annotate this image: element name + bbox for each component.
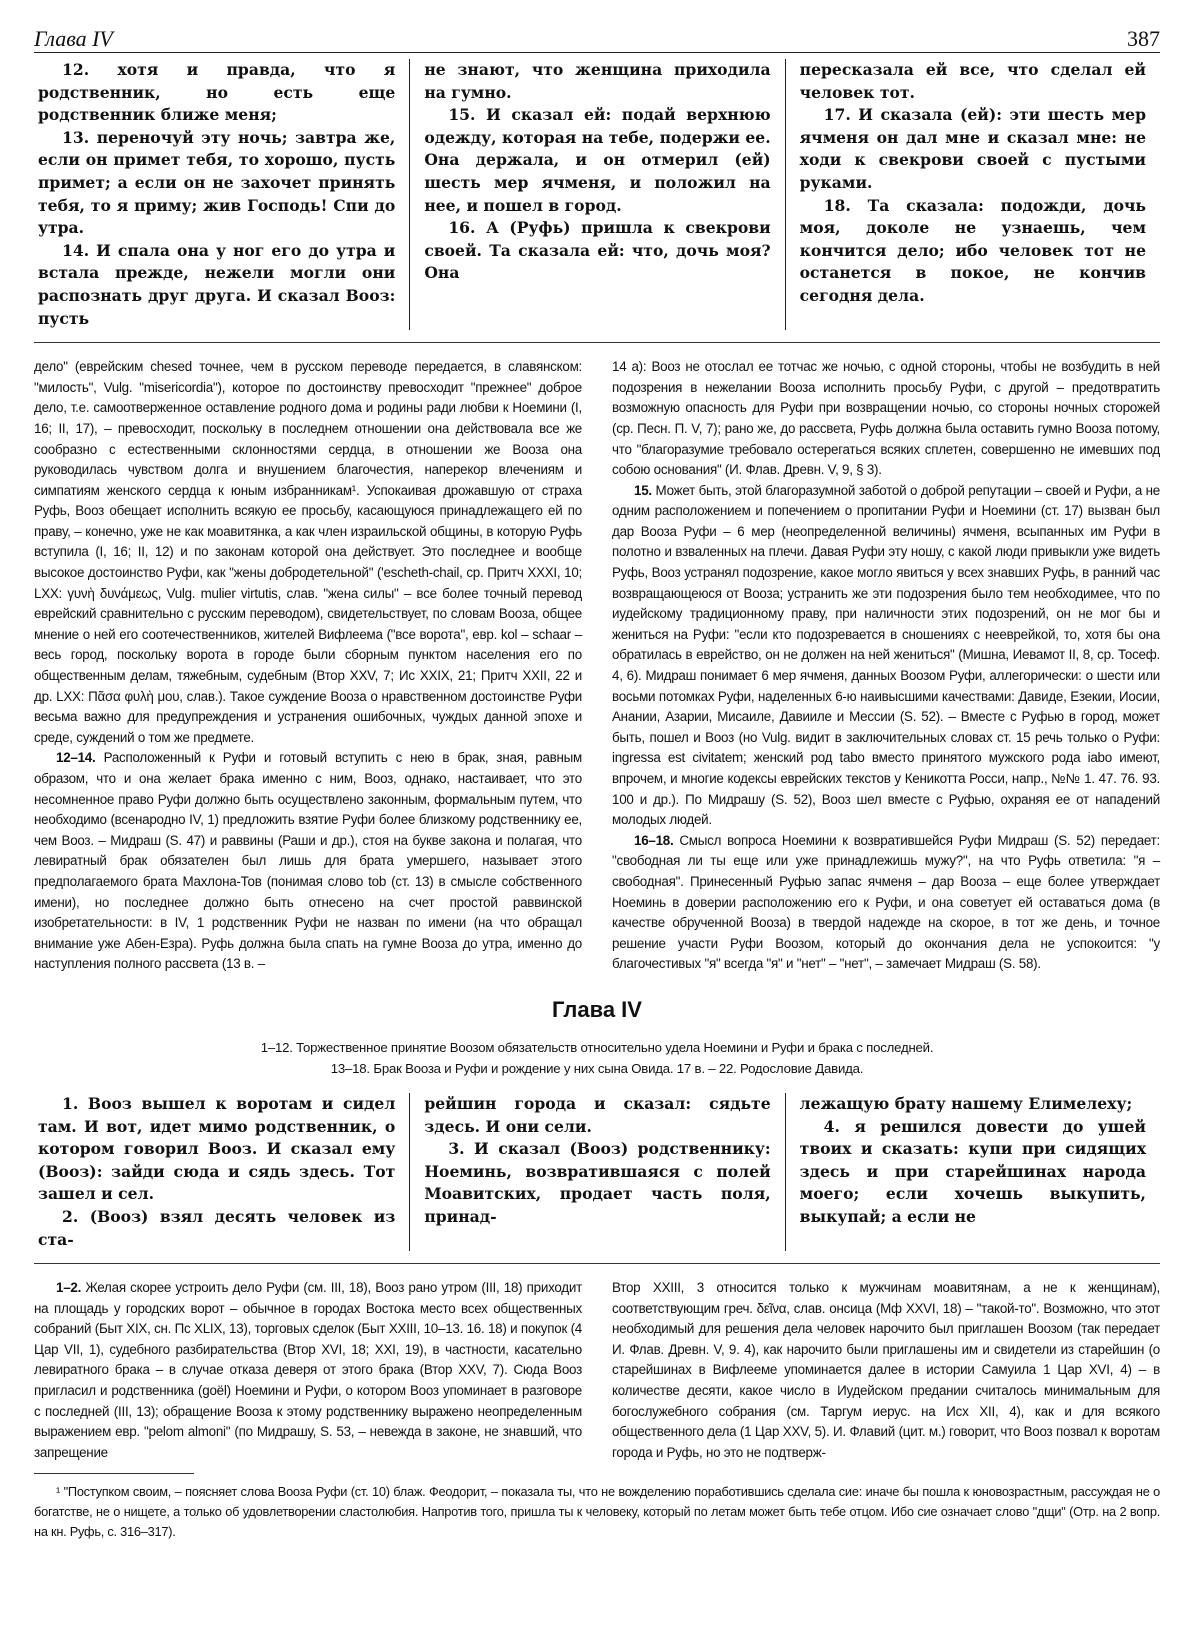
bible-column-3 — [785, 59, 1160, 330]
chapter-title: Глава IV — [552, 996, 642, 1022]
verse-3-continued: лежащую брату нашему Елимелеху; — [799, 1093, 1133, 1113]
commentary-paragraph: 12–14. Расположенный к Руфи и готовый вступить с нею в брак, зная, равным образом, что и она желает брака именно с ним, Вооз, однако, настаивает, что это несомненное право Руфи должно быть осуществлено законным, формальным путем, что необходимо (всенародно IV, 1) предложить взятие Руфи более близкому родственнику ее, чем Вооз. – Мидраш (S. 47) и раввины (Раши и др.), стоя на букве закона и полагая, что левиратный брак обязателен был лишь для брата умершего, называет этого предполагаемого брата Махлона-Тов (понимая слово tob (ст. 13) в смысле собственного имени), но последнее должно быть отнесено на счет простой раввинской изобретательности: в IV, 1 родственник Руфи не назван по имени (на что обращал внимание уже Абен-Езра). Руфь должна была спать на гумне Вооза до утра, именно до наступления полного рассвета (13 в. – — [34, 750, 582, 972]
verse-16-continued: пересказала ей все, что сделал ей человек тот. — [799, 60, 1146, 102]
verse-15: 15. И сказал ей: подай верхнюю одежду, которая на тебе, подержи ее. Она держала, и он отмерил (ей) шесть мер ячменя, и положил на нее, и пошел в город. — [424, 105, 771, 215]
commentary-paragraph: Втор XXIII, 3 относится только к мужчинам моавитянам, а не к женщинам), соответствующим греч. δεῖνα, слав. онсица (Мф XXVI, 18) – "такой-то". Возможно, что этот необходимый для решения дела человек нарочито был приглашен Воозом (так передает И. Флав. Древн. V, 9. 4), как нарочито были приглашены им и свидетели из старейшин (о старейшинах в Вифлееме упоминается далее в истории Самуила 1 Цар XVI, 4) – в количестве десяти, какое число в Иудейском предании считалось минимальным для богослужебного собрания (см. Таргум иерус. на Исх XII, 4), как и для всякого общественного дела (1 Цар XXV, 5). И. Флавий (цит. м.) говорит, что Вооз позвал к воротам города и Руфь, но это не подтверж- — [612, 1280, 1160, 1460]
chapter-summary-line: 13–18. Брак Вооза и Руфи и рождение у них сына Овида. 17 в. – 22. Родословие Давида. — [330, 1060, 864, 1076]
bible-text-top — [34, 59, 1160, 330]
bible-column-1 — [34, 1093, 409, 1251]
commentary-bottom — [34, 1278, 1160, 1463]
commentary-column-right — [612, 357, 1160, 975]
running-header — [34, 14, 1160, 53]
verse-17: 17. И сказала (ей): эти шесть мер ячменя он дал мне и сказал мне: не ходи к свекрови своей с пустыми руками. — [799, 105, 1146, 192]
verse-13: 13. переночуй эту ночь; завтра же, если он примет тебя, то хорошо, пусть примет; а если он не захочет принять тебя, то я приму; жив Господь! Спи до утра. — [38, 127, 396, 238]
chapter-summary — [34, 1037, 1160, 1079]
page — [34, 14, 1160, 1618]
bible-column-2 — [409, 59, 784, 330]
verse-12: 12. хотя и правда, что я родственник, но есть еще родственник ближе меня; — [38, 60, 396, 125]
verse-4: 4. я решился довести до ушей твоих и сказать: купи при сидящих здесь и при старейшинах народа моего; если хочешь выкупить, выкупай; а если не — [799, 1116, 1146, 1226]
footnote: ¹ "Поступком своим, – поясняет слова Вооза Руфи (ст. 10) блаж. Феодорит, – показала ты, что не вожделению поработившись сделала сие: иначе бы пошла к юновозрастным, рассуждая не о богатстве, не о нищете, а только об удовлетворении сластолюбия. Напротив того, пришла ты к человеку, который по летам может быть тебе отцом. Ибо сие означает слово "дщи" (Отр. на 2 вопр. на кн. Руфь, с. 316–317). — [34, 1484, 1160, 1540]
bible-column-2 — [409, 1093, 784, 1251]
verse-14-continued: не знают, что женщина приходила на гумно. — [424, 60, 771, 102]
verse-16: 16. А (Руфь) пришла к свекрови своей. Та сказала ей: что, дочь моя? Она — [424, 218, 771, 283]
page-number: 387 — [1127, 26, 1160, 51]
verse-3: 3. И сказал (Вооз) родственнику: Ноеминь, возвратившаяся с полей Моавитских, продает часть поля, принад- — [424, 1139, 771, 1226]
commentary-paragraph: 1–2. Желая скорее устроить дело Руфи (см. III, 18), Вооз рано утром (III, 18) приходит на площадь у городских ворот – обычное в городах Востока место всех общественных собраний (Быт XIX, сн. Пс XLIX, 13), торговых сделок (Быт XXIII, 10–13. 16. 18) и покупок (4 Цар VII, 1), судебного разбирательства (Втор XVI, 18; XXI, 19), в частности, касательно левиратного брака – в случае отказа деверя от этого брака (Втор XXV, 7). Сюда Вооз пригласил и родственника (goël) Ноемини и Руфи, о котором Вооз упоминает в разговоре с последней (III, 13); обращение Вооза к этому родственнику выражено неопределенным выражением евр. "pelom almoni" (по Мидрашу, S. 53, – невежда в законе, не знавший, что запрещение — [34, 1280, 582, 1460]
running-header-chapter: Глава IV — [34, 26, 113, 51]
commentary-top — [34, 357, 1160, 975]
commentary-column-right — [612, 1278, 1160, 1463]
verse-14: 14. И спала она у ног его до утра и встала прежде, нежели могли они распознать друг друга. И сказал Вооз: пусть — [38, 240, 396, 328]
footnotes — [34, 1473, 1160, 1542]
footnote-rule — [34, 1473, 194, 1474]
commentary-paragraph: 14 а): Вооз не отослал ее тотчас же ночью, с одной стороны, чтобы не возбудить в ней подозрения в нежелании Вооза исполнить просьбу Руфи, с другой – предотвратить возможную опасность для Руфи при возвращении ночью, со стороны ночных сторожей (ср. Песн. П. V, 7); рано же, до рассвета, Руфь должна была оставить гумно Вооза потому, что "благоразумие требовало остерегаться всяких сплетен, совершенно не имевших под собою основания" (И. Флав. Древн. V, 9, § 3). — [612, 359, 1160, 478]
divider-rule — [34, 1263, 1160, 1264]
bible-column-3 — [785, 1093, 1160, 1251]
verse-2: 2. (Вооз) взял десять человек из ста- — [38, 1206, 396, 1249]
divider-rule — [34, 342, 1160, 343]
verse-2-continued: рейшин города и сказал: сядьте здесь. И они сели. — [424, 1093, 771, 1136]
commentary-paragraph: 15. Может быть, этой благоразумной заботой о доброй репутации – своей и Руфи, а не одним расположением и попечением о пропитании Руфи и Ноемини (ст. 17) вызван был дар Вооза Руфи – 6 мер (неопределенной величины) ячменя, всыпанных им Руфи в полотно и взваленных на плечи. Давая Руфи эту ношу, с какой люди привыкли уже видеть Руфь, Вооз устранял подозрение, какое могло явиться у всех знавших Руфь, в ранний час возвращающеюся от Вооза; устранить же эти подозрения было тем необходимее, что по иудейскому традиционному праву, при наличности этих подозрений, он не мог бы и жениться на Руфи: "если кто подозревается в сношениях с нееврейкой, то, хотя бы она обратилась в еврейство, он не должен на ней жениться" (Мишна, Иевамот II, 8, ср. Тосеф. 4, 6). Мидраш понимает 6 мер ячменя, данных Воозом Руфи, аллегорически: о шести или восьми потомках Руфи, наделенных 6-ю наивысшими качествами: Давиде, Езекии, Иосии, Анании, Азарии, Мисаиле, Давииле и Мессии (S. 52). – Вместе с Руфью в город, может быть, пошел и Вооз (но Vulg. видит в заключительных словах ст. 15 речь только о Руфи: ingressa est civitatem; женский род tabo вместо принятого мужского рода iabo имеют, впрочем, и многие кодексы еврейских текстов у Кеникотта Росси, напр., №№ 1. 47. 76. 93. 100 и др.). По Мидрашу (S. 52), Вооз шел вместе с Руфью, охраняя ее от нападений молодых людей. — [612, 482, 1160, 828]
commentary-column-left — [34, 357, 582, 975]
commentary-paragraph: дело" (еврейским chesed точнее, чем в русском переводе передается, в славянском: "милость", Vulg. "misericordia"), которое по достоинству превосходит "прежнее" доброе дело, т.е. самоотверженное оставление родного дома и родины ради любви к Ноемини (I, 16; II, 17), – превосходит, поскольку в последнем отношении она действовала все же сообразно с естественными склонностями сердца, в отношении же Вооза она руководилась чувством долга и внушением благочестия, наперекор влечениям и симпатиям женского сердца к юным избранникам¹. Успокаивая дрожавшую от страха Руфь, Вооз обещает исполнить всякую ее просьбу, касающуюся принадлежащего ей по праву, – конечно, уже не как моавитянка, а как член израильской общины, в которую Руфь вступила (I, 16; II, 12) и по законам которой она действует. Это последнее и вообще высокое достоинство Руфи, как "жены добродетельной" ('escheth-chail, ср. Притч XXXI, 10; LXX: γυνὴ δυνάμεως, Vulg. mulier virtutis, слав. "жена силы" – все более точный перевод еврейский сравнительно с русским переводом), свидетельствует, по словам Вооза, общее мнение о ней его соотечественников, жителей Вифлеема ("все ворота", евр. kol – schaar – весь город, поскольку ворота в городе были сборным пунктом населения его по общественным делам, тяжебным, судебным (Втор XXV, 7; Ис XXIX, 21; Притч XXII, 22 и др. LXX: Πᾶσα φυλὴ μου, слав.). Такое суждение Вооза о нравственном достоинстве Руфи весьма важно для предупреждения и устранения ошибочных, чуждых данной эпохе и среде, суждений о том же предмете. — [34, 359, 582, 745]
verse-1: 1. Вооз вышел к воротам и сидел там. И вот, идет мимо родственник, о котором говорил Вооз. И сказал ему (Вооз): зайди сюда и сядь здесь. Тот зашел и сел. — [38, 1093, 396, 1204]
chapter-summary-line: 1–12. Торжественное принятие Воозом обязательств относительно удела Ноемини и Руфи и брака с последней. — [260, 1039, 934, 1055]
verse-18: 18. Та сказала: подожди, дочь моя, доколе не узнаешь, чем кончится дело; ибо человек тот не останется в покое, не кончив сегодня дела. — [799, 195, 1146, 305]
commentary-paragraph: 16–18. Смысл вопроса Ноемини к возвратившейся Руфи Мидраш (S. 52) передает: "свободная ли ты еще или уже принадлежишь мужу?", на что Руфь ответила: "я – свободная". Принесенный Руфью запас ячменя – дар Вооза – еще более утверждает Ноеминь в доверии расположению его к Руфи, и она советует ей оставаться дома (в качестве обрученной Вооза) в твердой надежде на скорое, в тот же день, и точное решение участи Руфи Воозом, который до окончания дела не успокоится: "у благочестивых "я" всегда "я" и "нет" – "нет", – замечает Мидраш (S. 58). — [612, 832, 1160, 972]
commentary-column-left — [34, 1278, 582, 1463]
bible-text-bottom — [34, 1093, 1160, 1251]
bible-column-1 — [34, 59, 409, 330]
